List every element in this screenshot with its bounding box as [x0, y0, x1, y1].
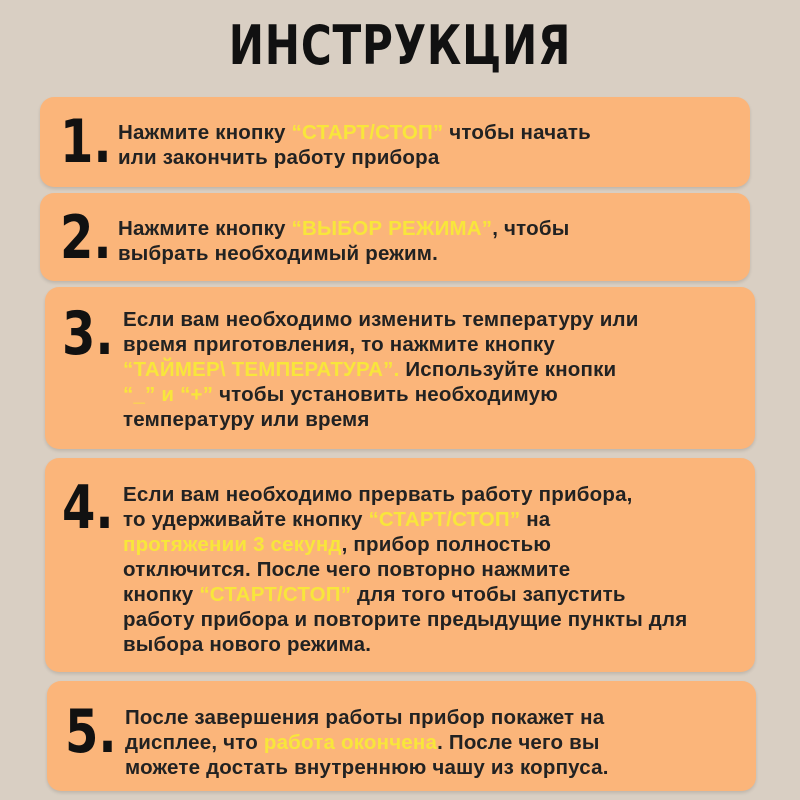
step-text-part: чтобы начать или закончить работу прибора: [118, 121, 591, 169]
step-text-part: . После чего вы можете достать внутреннюю чашу из корпуса.: [125, 731, 609, 779]
step-text-2: [118, 216, 569, 266]
step-text-part: , чтобы выбрать необходимый режим.: [118, 217, 570, 265]
step-text-part: чтобы установить необходимую температуру или время: [123, 383, 558, 431]
step-number-3: 3.: [62, 299, 114, 369]
step-text-part: , прибор полностью отключится. После чего повторно нажмите кнопку: [123, 533, 571, 606]
step-text-part: на: [520, 508, 551, 531]
highlighted-text: “ВЫБОР РЕЖИМА”: [291, 217, 493, 240]
step-text-part: Если вам необходимо изменить температуру или время приготовления, то нажмите кнопку: [123, 308, 639, 356]
step-text-4: [123, 482, 687, 657]
highlighted-text: “_” и “+”: [123, 383, 214, 406]
step-text-part: Нажмите кнопку: [118, 217, 292, 240]
highlighted-text: “ТАЙМЕР\ ТЕМПЕРАТУРА”.: [123, 358, 400, 381]
step-text-part: Нажмите кнопку: [118, 121, 292, 144]
page-title: ИНСТРУКЦИЯ: [228, 14, 572, 77]
highlighted-text: “СТАРТ/СТОП”: [291, 121, 444, 144]
step-number-4: 4.: [62, 473, 114, 543]
step-text-3: [123, 307, 639, 432]
step-text-part: Если вам необходимо прервать работу прибора, то удерживайте кнопку: [123, 483, 633, 531]
highlighted-text: протяжении 3 секунд: [123, 533, 342, 556]
step-text-part: После завершения работы прибор покажет на дисплее, что: [125, 706, 605, 754]
step-text-1: [118, 120, 591, 170]
step-text-5: [125, 705, 609, 780]
step-number-2: 2.: [60, 203, 112, 273]
step-number-1: 1.: [60, 107, 112, 177]
highlighted-text: работа окончена: [263, 731, 438, 754]
step-text-part: Используйте кнопки: [399, 358, 617, 381]
highlighted-text: “СТАРТ/СТОП”: [368, 508, 521, 531]
step-text-part: для того чтобы запустить работу прибора и повторите предыдущие пункты для выбора нового режима.: [123, 583, 688, 656]
step-number-5: 5.: [65, 697, 117, 767]
highlighted-text: “СТАРТ/СТОП”: [199, 583, 352, 606]
